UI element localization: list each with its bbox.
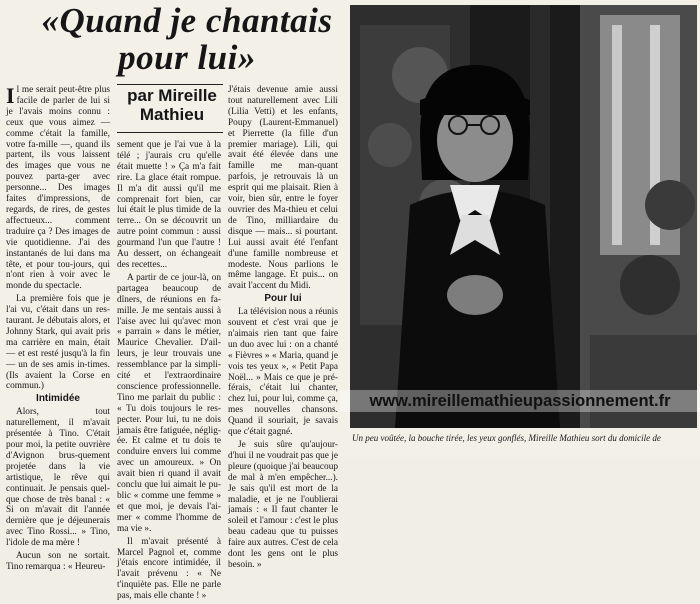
- paragraph: A partir de ce jour-là, on partagea beaucoup de dîners, de réunions en fa-mille. Je me sentais aussi à l'aise avec lui qu'avec mon « parrain » dans le métier, Maurice Chevalier. D'ail-leurs, je leur trouvais une ressemblance par la simpli-cité et l'extraordinaire conscience professionnelle. Tino me parlait du public : « Tu dois toujours le res-pecter. Pour lui, tu ne dois jamais être fatiguée, néglig-ée. Et calme et tu dois te conduire envers lui comme avec un amoureux. » On avait bien ri quand il avait conclu que lui aimait le pu-blic « comme une femme » et que moi, je devais l'ai-mer « comme l'homme de ma vie ».: [117, 272, 221, 534]
- article-byline: par Mireille Mathieu: [127, 86, 217, 124]
- paragraph: J'étais devenue amie aussi tout naturellement avec Lili (Lilia Vetti) et les enfants, Poupy (Laurent-Emmanuel) et Pierrette (la fille d'un premier mariage). Lili, qui avait été élevée dans une famille me man-quant parfois, je retrouvais là un esprit qui me plaisait. Rien à voir, bien sûr, entre le foyer ouvrier des Ma-thieu et celui de Tino, milliardaire du disque — mais... si pourtant. Lui aussi avait été l'enfant d'une famille nombreuse et modeste. Nous parlions le même langage. Et puis... on avait l'accent du Midi.: [228, 85, 338, 292]
- site-watermark: www.mireillemathieupassionnement.fr: [340, 390, 700, 412]
- paragraph: sement que je l'ai vue à la télé ; j'aurais cru qu'elle était muette ! » Ça m'a fait rire. La glace était rompue. Il m'a dit aussi qu'il me comprenait fort bien, car lui était le plus timide de la terre... On se découvrit un autre point commun : aussi gourmand l'un que l'autre ! Au dessert, on échangeait des recettes...: [117, 140, 221, 270]
- paragraph-text: l me serait peut-être plus facile de parler de lui si je l'avais moins connu : ceux que vous aimez — comme c'était la famille, votre fa-mille —, quand ils partent, ils vous laissent des images que vous ne pouvez parta-ger avec personne... Des images faites d'impressions, de regards, de rires, de gestes affectueux... comment traduire ça ? Des images de vie quotidienne. J'ai des instantanés de lui dans ma tête, et pour tou-jours, qui n'ont rien à voir avec le monde du spectacle.: [6, 85, 110, 292]
- subheading-intimidee: Intimidée: [36, 393, 80, 405]
- news-photo: [350, 5, 697, 428]
- article-headline: «Quand je chantais pour lui»: [41, 1, 333, 77]
- text-column-2: [117, 140, 221, 604]
- photo-illustration: [350, 5, 697, 428]
- text-column-3: [228, 85, 338, 573]
- paragraph: La première fois que je l'ai vu, c'était dans un res-taurant. Je débutais alors, et Johnny Stark, qui avait pris ma carrière en main, était — et est resté jusqu'à la fin — un de ses amis in-times. (Ils avaient la Corse en commun.): [6, 294, 110, 392]
- paragraph: Aucun son ne sortait. Tino remarqua : « Heureu-: [6, 551, 110, 572]
- paragraph: La télévision nous a réunis souvent et c'est vrai que je n'aimais rien tant que faire un duo avec lui : on a chanté « Fièvres » « Maria, quand je vois tes yeux », « Petit Papa Noël... » Mais ce que je pré-férais, c'était lui chanter, chez lui, pour lui, comme ça, mes nouvelles chansons. Quand il souriait, je savais que c'était gagné.: [228, 307, 338, 438]
- photo-caption: Un peu voûtée, la bouche tirée, les yeux gonflés, Mireille Mathieu sort du domicile de: [352, 433, 661, 443]
- byline-top-rule: [117, 84, 223, 85]
- paragraph: Je suis sûre qu'aujour-d'hui il ne voudrait pas que je pleure (quoique j'ai beaucoup de mal à m'en empêcher...). Je sais qu'il est mort de la maladie, et je ne l'oublierai jamais : « Il faut chanter le soleil et l'amour : c'est le plus beau cadeau que tu puisses faire aux autres. C'est de cela dont les gens ont le plus besoin. »: [228, 440, 338, 570]
- text-column-1: [6, 85, 110, 575]
- drop-cap: I: [6, 83, 15, 108]
- subheading-pour-lui: Pour lui: [264, 293, 302, 305]
- paragraph: Alors, tout naturellement, il m'avait présentée à Tino. C'était pour moi, la petite ouvrière d'Avignon brus-quement projetée dans la vie artistique, le rêve qui continuait. Je pensais quel-que chose de très banal : « Si on m'avait dit l'année dernière que je déjeunerais avec Tino Rossi... » Tino, l'idole de ma mère !: [6, 407, 110, 549]
- paragraph: [6, 85, 110, 292]
- paragraph: Il m'avait présenté à Marcel Pagnol et, comme j'étais encore intimidée, il l'avait prévenu : « Ne t'inquiète pas. Elle ne parle pas, mais elle chante ! »: [117, 536, 221, 602]
- byline-bottom-rule: [117, 132, 223, 133]
